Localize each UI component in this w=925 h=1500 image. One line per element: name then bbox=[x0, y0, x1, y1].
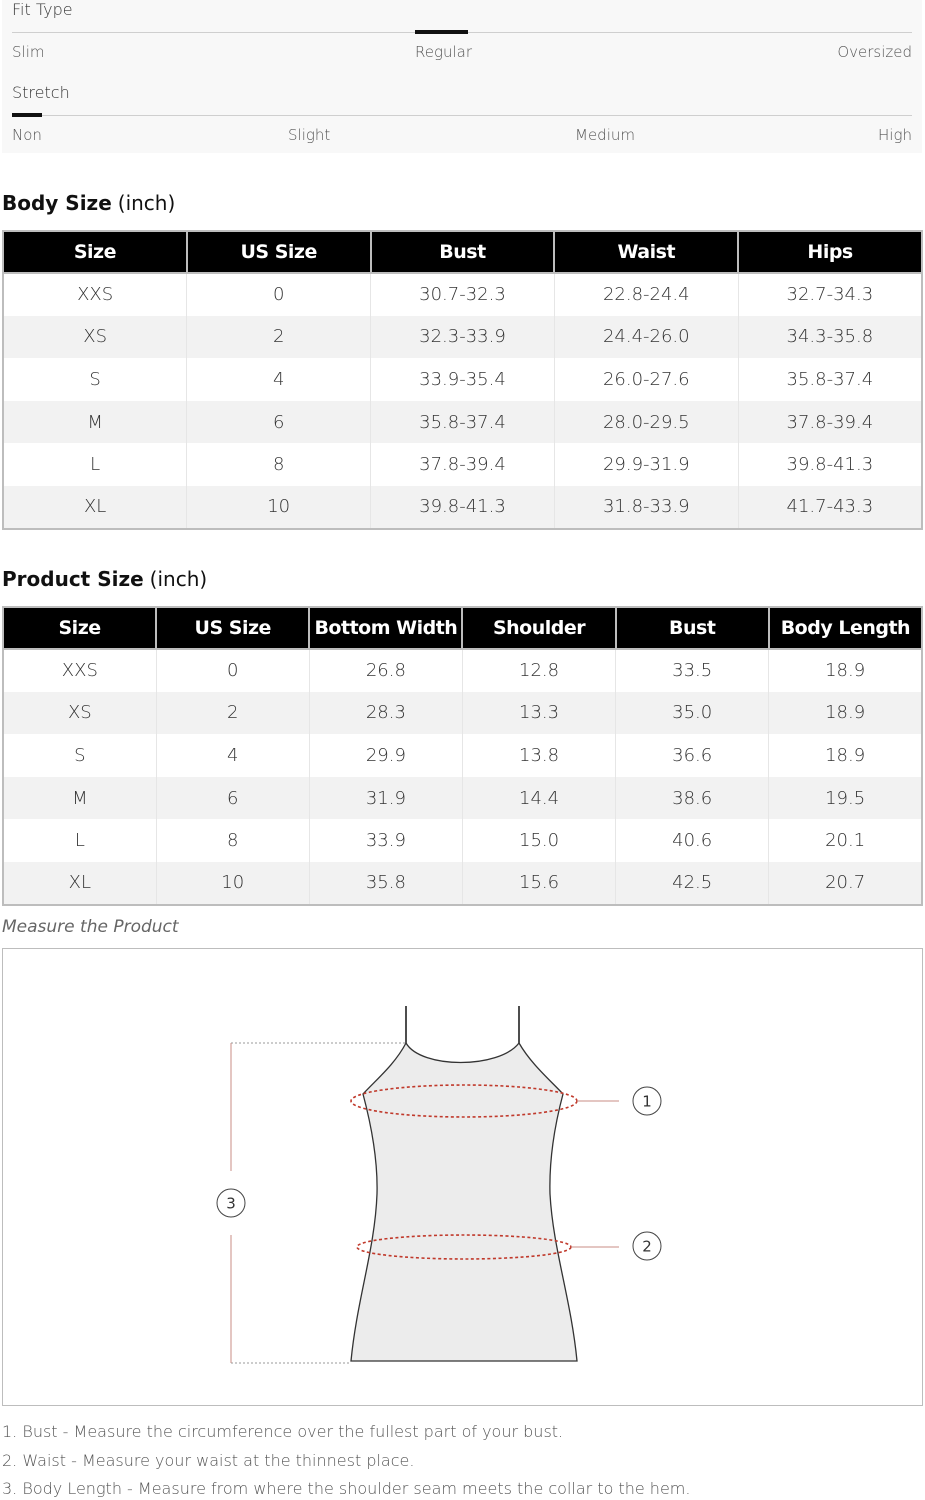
bust-marker-label: 1 bbox=[642, 1092, 652, 1111]
table-cell: 26.0-27.6 bbox=[554, 358, 738, 401]
body-size-title: Body Size bbox=[2, 191, 112, 215]
measure-caption: Measure the Product bbox=[2, 917, 179, 937]
table-cell: S bbox=[3, 734, 156, 777]
table-row bbox=[3, 273, 922, 316]
table-row bbox=[3, 862, 922, 905]
table-cell: 28.0-29.5 bbox=[554, 401, 738, 444]
table-cell: XXS bbox=[3, 273, 187, 316]
table-cell: 4 bbox=[156, 734, 309, 777]
table-cell: XS bbox=[3, 692, 156, 735]
product-size-table bbox=[2, 606, 923, 906]
table-cell: 8 bbox=[187, 443, 371, 486]
table-cell: 26.8 bbox=[309, 649, 462, 692]
table-cell: 39.8-41.3 bbox=[371, 486, 555, 529]
measure-diagram bbox=[2, 948, 923, 1406]
stretch-track bbox=[12, 115, 912, 116]
table-cell: 6 bbox=[187, 401, 371, 444]
table-cell: L bbox=[3, 443, 187, 486]
fit-type-option-regular: Regular bbox=[415, 43, 473, 61]
product-size-title: Product Size bbox=[2, 567, 144, 591]
table-cell: 6 bbox=[156, 777, 309, 820]
note-body-length: 3. Body Length - Measure from where the shoulder seam meets the collar to the hem. bbox=[2, 1479, 691, 1498]
table-cell: 24.4-26.0 bbox=[554, 316, 738, 359]
table-cell: XS bbox=[3, 316, 187, 359]
product-size-heading bbox=[2, 567, 207, 591]
table-cell: 10 bbox=[187, 486, 371, 529]
column-header: Waist bbox=[554, 231, 738, 273]
table-cell: 18.9 bbox=[769, 649, 922, 692]
table-row bbox=[3, 358, 922, 401]
table-cell: 29.9 bbox=[309, 734, 462, 777]
table-cell: 20.1 bbox=[769, 819, 922, 862]
column-header: Body Length bbox=[769, 607, 922, 649]
table-cell: 41.7-43.3 bbox=[738, 486, 922, 529]
table-cell: XL bbox=[3, 486, 187, 529]
table-cell: 33.9 bbox=[309, 819, 462, 862]
table-cell: M bbox=[3, 401, 187, 444]
column-header: Bottom Width bbox=[309, 607, 462, 649]
fit-type-title: Fit Type bbox=[12, 0, 73, 19]
table-row bbox=[3, 486, 922, 529]
camisole-diagram bbox=[3, 949, 924, 1407]
table-cell: 35.0 bbox=[616, 692, 769, 735]
table-cell: 33.5 bbox=[616, 649, 769, 692]
table-cell: 30.7-32.3 bbox=[371, 273, 555, 316]
table-cell: 39.8-41.3 bbox=[738, 443, 922, 486]
column-header: Bust bbox=[616, 607, 769, 649]
table-row bbox=[3, 692, 922, 735]
table-cell: XL bbox=[3, 862, 156, 905]
table-cell: L bbox=[3, 819, 156, 862]
waist-marker-label: 2 bbox=[642, 1237, 652, 1256]
measure-notes bbox=[2, 1420, 923, 1500]
table-cell: 36.6 bbox=[616, 734, 769, 777]
table-cell: 4 bbox=[187, 358, 371, 401]
table-cell: 35.8-37.4 bbox=[371, 401, 555, 444]
table-cell: 2 bbox=[156, 692, 309, 735]
table-cell: 19.5 bbox=[769, 777, 922, 820]
table-row bbox=[3, 316, 922, 359]
table-cell: 34.3-35.8 bbox=[738, 316, 922, 359]
body-size-heading bbox=[2, 191, 175, 215]
column-header: Hips bbox=[738, 231, 922, 273]
table-cell: 29.9-31.9 bbox=[554, 443, 738, 486]
table-cell: 2 bbox=[187, 316, 371, 359]
body-size-table bbox=[2, 230, 923, 530]
product-size-unit: (inch) bbox=[149, 567, 208, 591]
table-cell: XXS bbox=[3, 649, 156, 692]
table-cell: 20.7 bbox=[769, 862, 922, 905]
table-cell: 33.9-35.4 bbox=[371, 358, 555, 401]
table-row bbox=[3, 734, 922, 777]
stretch-selected-marker bbox=[12, 113, 42, 117]
table-cell: S bbox=[3, 358, 187, 401]
column-header: Bust bbox=[371, 231, 555, 273]
table-cell: 22.8-24.4 bbox=[554, 273, 738, 316]
table-cell: 31.9 bbox=[309, 777, 462, 820]
table-cell: 42.5 bbox=[616, 862, 769, 905]
column-header: Shoulder bbox=[462, 607, 615, 649]
table-cell: 32.7-34.3 bbox=[738, 273, 922, 316]
table-cell: 18.9 bbox=[769, 692, 922, 735]
column-header: US Size bbox=[156, 607, 309, 649]
note-bust: 1. Bust - Measure the circumference over the fullest part of your bust. bbox=[2, 1422, 564, 1441]
column-header: Size bbox=[3, 231, 187, 273]
table-cell: 35.8 bbox=[309, 862, 462, 905]
stretch-option-medium: Medium bbox=[575, 126, 635, 144]
table-header-row bbox=[3, 231, 922, 273]
table-cell: 15.6 bbox=[462, 862, 615, 905]
table-row bbox=[3, 401, 922, 444]
table-cell: 28.3 bbox=[309, 692, 462, 735]
table-cell: 37.8-39.4 bbox=[371, 443, 555, 486]
stretch-option-non: Non bbox=[12, 126, 42, 144]
stretch-option-slight: Slight bbox=[288, 126, 331, 144]
table-cell: 31.8-33.9 bbox=[554, 486, 738, 529]
fit-panel bbox=[2, 0, 922, 153]
column-header: Size bbox=[3, 607, 156, 649]
table-cell: 40.6 bbox=[616, 819, 769, 862]
table-cell: 13.3 bbox=[462, 692, 615, 735]
length-marker-label: 3 bbox=[226, 1194, 236, 1213]
note-waist: 2. Waist - Measure your waist at the thinnest place. bbox=[2, 1450, 415, 1470]
camisole-silhouette bbox=[351, 1043, 577, 1361]
fit-type-option-oversized: Oversized bbox=[837, 43, 912, 61]
table-cell: 0 bbox=[187, 273, 371, 316]
column-header: US Size bbox=[187, 231, 371, 273]
table-cell: 15.0 bbox=[462, 819, 615, 862]
table-cell: 37.8-39.4 bbox=[738, 401, 922, 444]
table-cell: 8 bbox=[156, 819, 309, 862]
fit-type-option-slim: Slim bbox=[12, 43, 45, 61]
fit-type-selected-marker bbox=[415, 30, 468, 34]
stretch-option-high: High bbox=[878, 126, 912, 144]
table-cell: 38.6 bbox=[616, 777, 769, 820]
table-cell: 18.9 bbox=[769, 734, 922, 777]
table-cell: 35.8-37.4 bbox=[738, 358, 922, 401]
table-cell: M bbox=[3, 777, 156, 820]
body-size-unit: (inch) bbox=[117, 191, 176, 215]
table-row bbox=[3, 777, 922, 820]
table-cell: 10 bbox=[156, 862, 309, 905]
table-header-row bbox=[3, 607, 922, 649]
table-cell: 12.8 bbox=[462, 649, 615, 692]
table-row bbox=[3, 819, 922, 862]
table-cell: 32.3-33.9 bbox=[371, 316, 555, 359]
table-cell: 14.4 bbox=[462, 777, 615, 820]
table-cell: 13.8 bbox=[462, 734, 615, 777]
stretch-title: Stretch bbox=[12, 83, 70, 102]
table-cell: 0 bbox=[156, 649, 309, 692]
table-row bbox=[3, 443, 922, 486]
table-row bbox=[3, 649, 922, 692]
